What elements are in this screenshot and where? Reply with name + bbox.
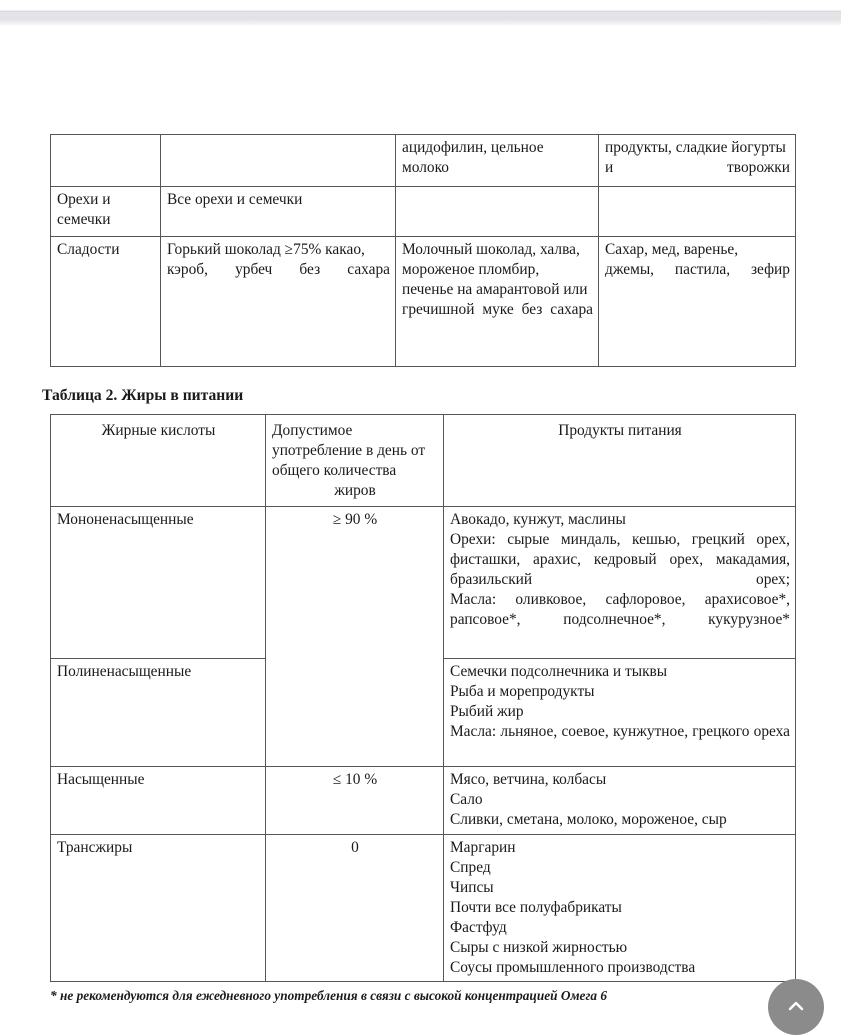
cell-allowed	[161, 135, 396, 187]
food-line: Семечки подсолнечника и тыквы	[450, 662, 668, 680]
document-page	[0, 26, 841, 1003]
cell-excluded: продукты, сладкие йогурты и творожки	[599, 135, 796, 187]
food-line: Фастфуд	[450, 918, 507, 936]
food-line: Рыбий жир	[450, 702, 524, 720]
cell-limited: Молочный шоколад, халва, мороженое пломбир, печенье на амарантовой или гречишной муке без сахара	[396, 237, 599, 367]
column-header-allowance: Допустимое употребление в день от общего количества жиров	[266, 414, 444, 506]
food-line: Сыры с низкой жирностью	[450, 938, 628, 956]
cell-excluded	[599, 187, 796, 237]
cell-limited	[396, 187, 599, 237]
food-line: Сало	[450, 790, 483, 808]
column-header-foods: Продукты питания	[444, 414, 796, 506]
food-line: Масла: льняное, соевое, кунжутное, грецкого ореха	[450, 722, 790, 740]
food-line: Почти все полуфабрикаты	[450, 898, 622, 916]
cell-allowance: ≥ 90 %	[266, 506, 444, 766]
food-line: Сливки, сметана, молоко, мороженое, сыр	[450, 810, 727, 828]
column-header-fatty-acids: Жирные кислоты	[51, 414, 266, 506]
table-row	[51, 506, 796, 658]
table-footnote: * не рекомендуются для ежедневного употребления в связи с высокой концентрацией Омега 6	[50, 987, 607, 1003]
food-line: Чипсы	[450, 878, 494, 896]
table-fats	[50, 414, 796, 982]
cell-foods	[444, 834, 796, 981]
viewer-top-divider	[0, 11, 841, 12]
viewer-top-bar	[0, 0, 841, 26]
table-row	[51, 135, 796, 187]
food-line: Орехи: сырые миндаль, кешью, грецкий орех, фисташки, арахис, кедровый орех, макадамия, бразильский орех;	[450, 530, 790, 588]
cell-foods	[444, 506, 796, 658]
cell-allowance: 0	[266, 834, 444, 981]
table-row	[51, 834, 796, 981]
food-line: Спред	[450, 858, 491, 876]
table-row	[51, 187, 796, 237]
cell-foods	[444, 658, 796, 766]
table-header-row	[51, 414, 796, 506]
cell-allowed: Горький шоколад ≥75% какао, кэроб, урбеч без сахара	[161, 237, 396, 367]
cell-acid-name: Мононенасыщенные	[51, 506, 266, 658]
cell-acid-name: Насыщенные	[51, 766, 266, 834]
cell-category: Орехи и семечки	[51, 187, 161, 237]
scroll-to-top-button[interactable]	[768, 979, 824, 1035]
cell-acid-name: Трансжиры	[51, 834, 266, 981]
table-row	[51, 237, 796, 367]
cell-acid-name: Полиненасыщенные	[51, 658, 266, 766]
chevron-up-icon	[785, 996, 807, 1018]
cell-category: Сладости	[51, 237, 161, 367]
cell-limited: ацидофилин, цельное молоко	[396, 135, 599, 187]
food-line: Авокадо, кунжут, маслины	[450, 510, 626, 528]
table-2-caption: Таблица 2. Жиры в питании	[42, 387, 244, 404]
document-body	[42, 26, 795, 1004]
cell-excluded: Сахар, мед, варенье, джемы, пастила, зефир	[599, 237, 796, 367]
table-row	[51, 766, 796, 834]
food-line: Рыба и морепродукты	[450, 682, 595, 700]
table-dairy-sweets	[50, 134, 796, 367]
food-line: Масла: оливковое, сафлоровое, арахисовое*, рапсовое*, подсолнечное*, кукурузное*	[450, 590, 790, 628]
cell-allowance: ≤ 10 %	[266, 766, 444, 834]
food-line: Мясо, ветчина, колбасы	[450, 770, 607, 788]
cell-foods	[444, 766, 796, 834]
cell-allowed: Все орехи и семечки	[161, 187, 396, 237]
food-line: Маргарин	[450, 838, 516, 856]
cell-category	[51, 135, 161, 187]
food-line: Соусы промышленного производства	[450, 958, 696, 976]
